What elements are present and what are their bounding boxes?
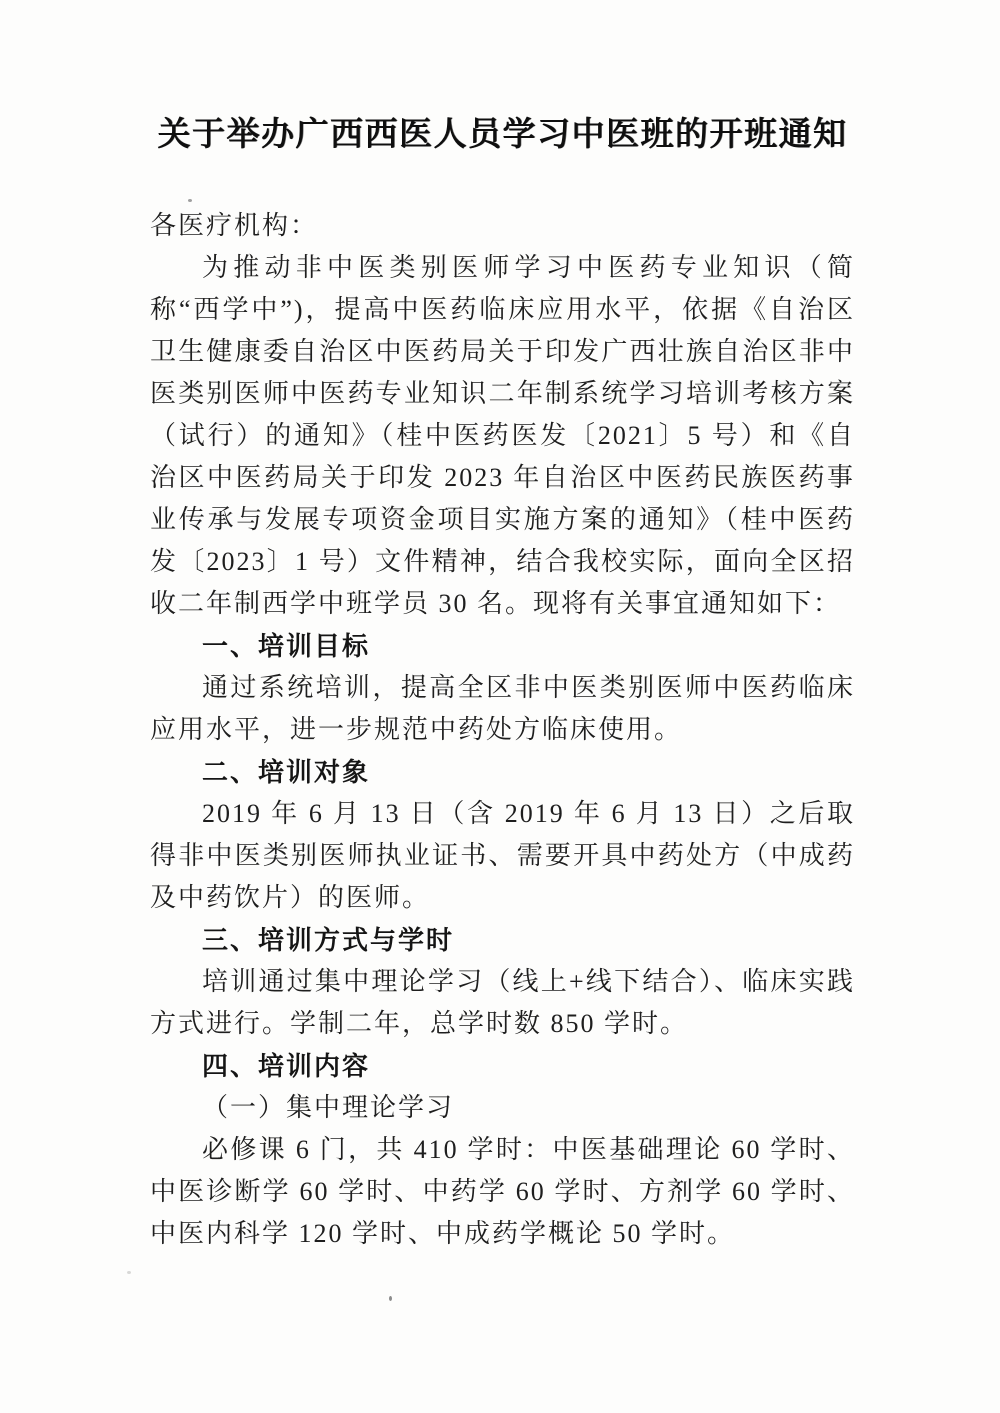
section-4-subheading: （一）集中理论学习: [202, 1093, 455, 1122]
section-3-heading: 三、培训方式与学时: [202, 925, 455, 955]
section-4-paragraph: 必修课 6 门，共 410 学时：中医基础理论 60 学时、中医诊断学 60 学时、中药学 60 学时、方剂学 60 学时、中医内科学 120 学时、中成药学概论 50 学时。: [150, 1135, 855, 1248]
section-2-heading: 二、培训对象: [202, 757, 371, 787]
salutation: 各医疗机构：: [150, 211, 319, 240]
section-2-paragraph: 2019 年 6 月 13 日（含 2019 年 6 月 13 日）之后取得非中医类别医师执业证书、需要开具中药处方（中成药及中药饮片）的医师。: [150, 799, 855, 912]
intro-paragraph: 为推动非中医类别医师学习中医药专业知识（简称“西学中”)，提高中医药临床应用水平，依据《自治区卫生健康委自治区中医药局关于印发广西壮族自治区非中医类别医师中医药专业知识二年制系统学习培训考核方案（试行）的通知》（桂中医药医发〔2021〕5 号）和《自治区中医药局关于印发 2023 年自治区中医药民族医药事业传承与发展专项资金项目实施方案的通知》（桂中医药发〔2023〕1 号）文件精神，结合我校实际，面向全区招收二年制西学中班学员 30 名。现将有关事宜通知如下：: [150, 253, 855, 618]
section-1-heading: 一、培训目标: [202, 631, 371, 661]
scan-speck: [127, 1271, 131, 1274]
section-3-paragraph: 培训通过集中理论学习（线上+线下结合）、临床实践方式进行。学制二年，总学时数 850 学时。: [150, 967, 855, 1038]
scan-speck: [188, 199, 192, 202]
section-4-heading: 四、培训内容: [202, 1051, 371, 1081]
section-1-paragraph: 通过系统培训，提高全区非中医类别医师中医药临床应用水平，进一步规范中药处方临床使用。: [150, 673, 855, 744]
document-title: 关于举办广西西医人员学习中医班的开班通知: [157, 115, 848, 152]
scan-speck: [389, 1296, 392, 1301]
